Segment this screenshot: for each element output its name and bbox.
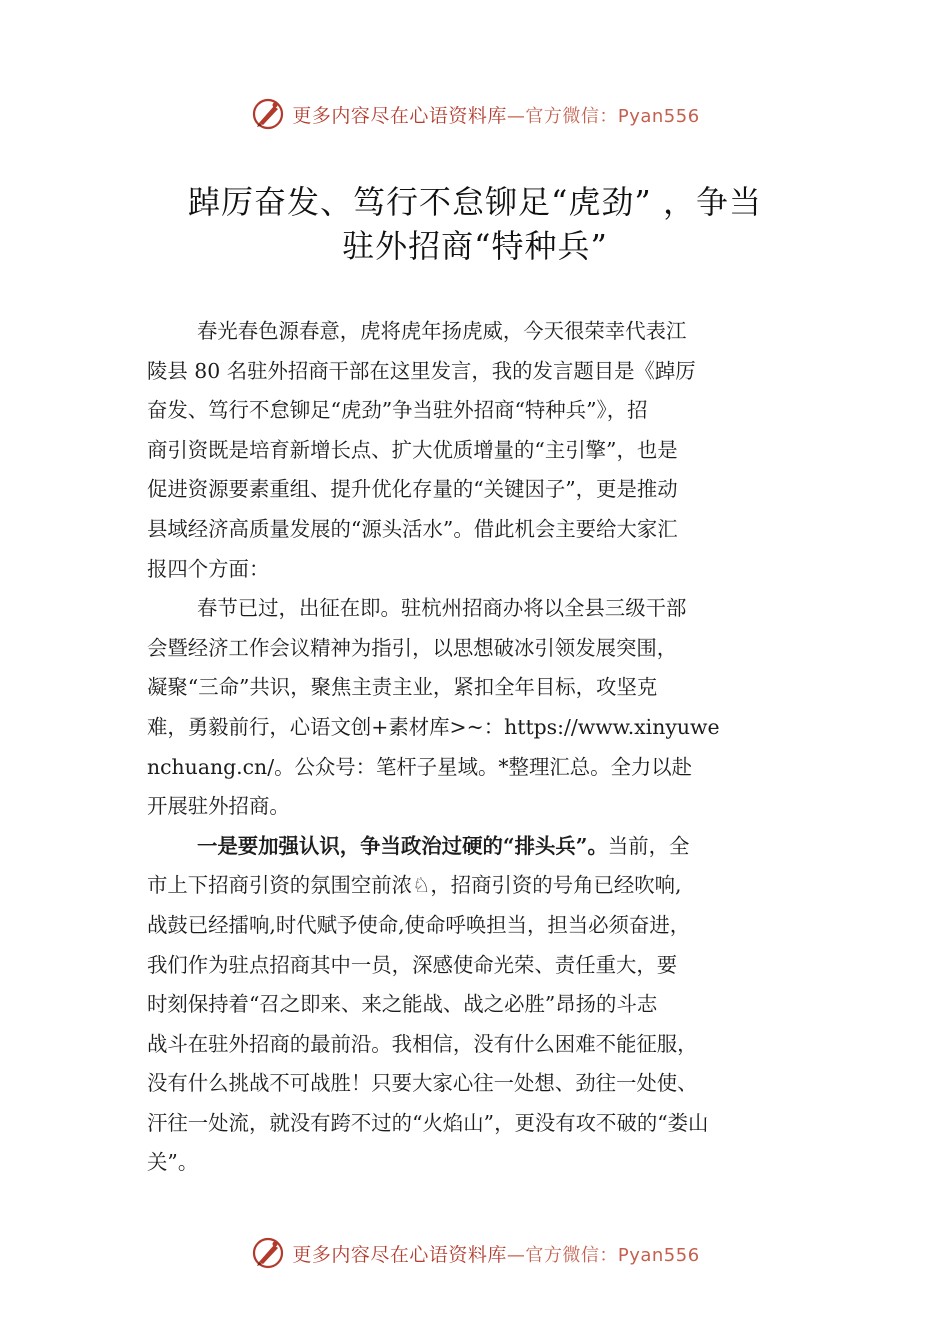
section-heading-1: 一是要加强认识，争当政治过硬的“排头兵”。 — [197, 833, 608, 858]
paragraph-2-line: 开展驻外招商。 — [147, 794, 290, 819]
paragraph-3-first-line — [147, 827, 807, 867]
paragraph-2-line: nchuang.cn/。公众号：笔杆子星域。*整理汇总。全力以赴 — [147, 754, 693, 779]
title-line-2: 驻外招商“特种兵” — [342, 227, 608, 265]
paragraph-3-line: 关”。 — [147, 1150, 199, 1175]
paragraph-1-line: 陵县 80 名驻外招商干部在这里发言，我的发言题目是《踔厉 — [147, 358, 696, 383]
paragraph-3-line: 我们作为驻点招商其中一员，深感使命光荣、责任重大，要 — [147, 952, 678, 977]
watermark-banner-bottom — [0, 1233, 950, 1273]
watermark-wechat: —官方微信：Pyan556 — [506, 1244, 700, 1266]
paragraph-1-line: 促进资源要素重组、提升优化存量的“关键因子”，更是推动 — [147, 477, 678, 502]
paragraph-3-line: 汗往一处流，就没有跨不过的“火焰山”，更没有攻不破的“娄山 — [147, 1110, 709, 1135]
paragraph-3-line: 市上下招商引资的氛围空前浓♘，招商引资的号角已经吹响, — [147, 873, 682, 898]
watermark-wechat: —官方微信：Pyan556 — [506, 105, 700, 127]
paragraph-2-line: 难，勇毅前行，心语文创+素材库>~：https://www.xinyuwe — [147, 714, 720, 739]
watermark-text — [292, 1240, 699, 1267]
paragraph-3-line: 没有什么挑战不可战胜！只要大家心往一处想、劲往一处使、 — [147, 1071, 698, 1096]
pen-logo-icon — [250, 1235, 286, 1271]
paragraph-2-line: 会暨经济工作会议精神为指引，以思想破冰引领发展突围， — [147, 635, 678, 660]
document-body — [147, 312, 807, 1183]
paragraph-3-line: 时刻保持着“召之即来、来之能战、战之必胜”昂扬的斗志 — [147, 992, 658, 1017]
paragraph-3-line: 战斗在驻外招商的最前沿。我相信，没有什么困难不能征服， — [147, 1031, 698, 1056]
paragraph-1-line: 商引资既是培育新增长点、扩大优质增量的“主引擎”，也是 — [147, 437, 678, 462]
watermark-brand: 更多内容尽在心语资料库 — [292, 1243, 507, 1266]
paragraph-1-line: 报四个方面： — [147, 556, 270, 581]
paragraph-1-line: 春光春色源春意，虎将虎年扬虎威，今天很荣幸代表江 — [197, 319, 687, 343]
title-line-1: 踔厉奋发、笃行不怠铆足“虎劲” ，争当 — [188, 183, 762, 221]
watermark-banner-top — [0, 94, 950, 134]
watermark-brand: 更多内容尽在心语资料库 — [292, 104, 507, 127]
document-title — [100, 180, 850, 268]
paragraph-3-first-rest: 当前，全 — [607, 833, 690, 858]
watermark-text — [292, 101, 699, 128]
paragraph-1-line: 奋发、笃行不怠铆足“虎劲”争当驻外招商“特种兵”》，招 — [147, 398, 648, 423]
paragraph-2-line: 春节已过，出征在即。驻杭州招商办将以全县三级干部 — [197, 596, 687, 621]
paragraph-3-line: 战鼓已经擂响,时代赋予使命,使命呼唤担当，担当必须奋进， — [147, 912, 691, 937]
pen-logo-icon — [250, 96, 286, 132]
paragraph-1-line: 县域经济高质量发展的“源头活水”。借此机会主要给大家汇 — [147, 516, 678, 541]
paragraph-2-line: 凝聚“三命”共识，聚焦主责主业，紧扣全年目标，攻坚克 — [147, 675, 658, 700]
